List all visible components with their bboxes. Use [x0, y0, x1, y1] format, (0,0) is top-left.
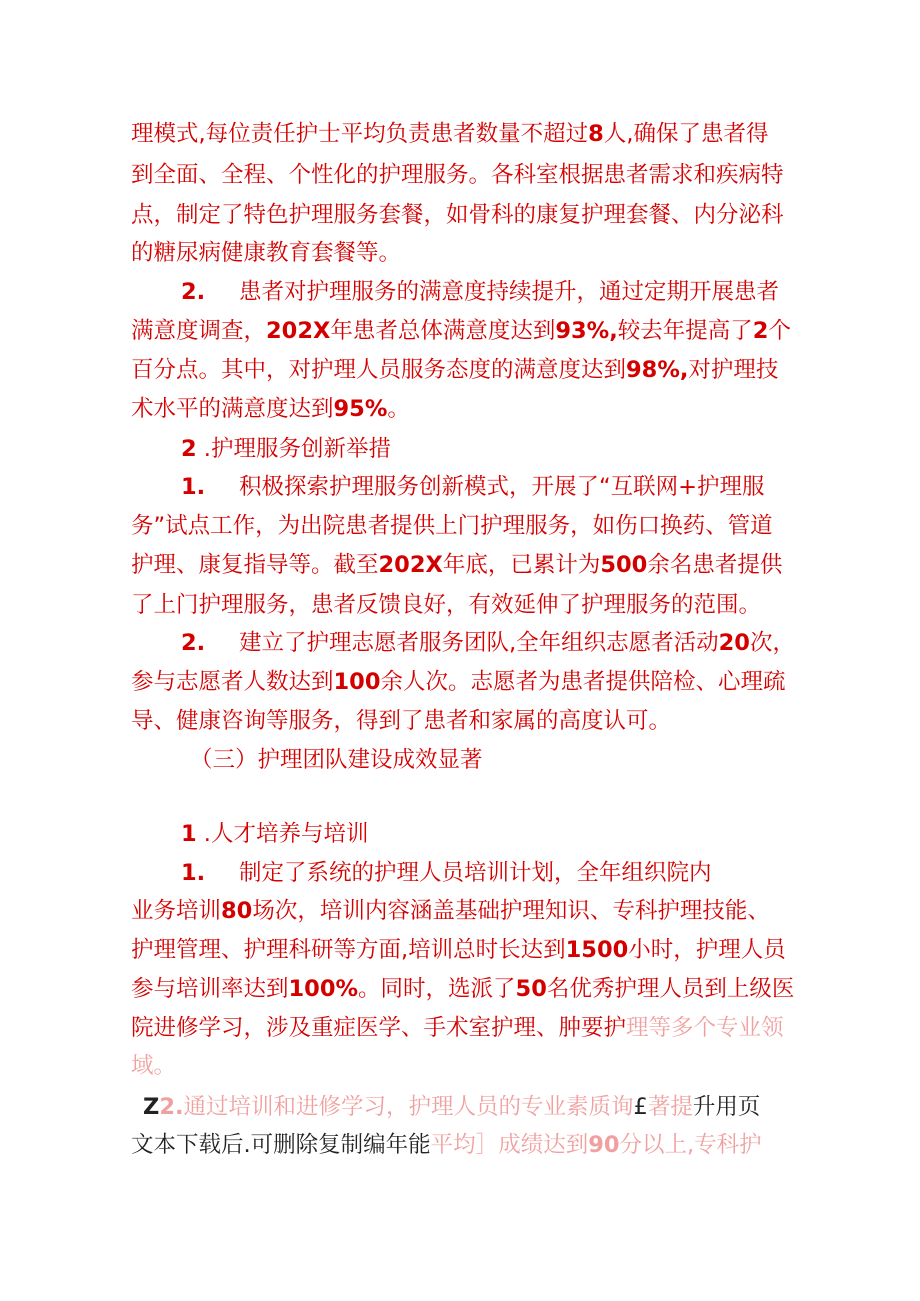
- faded-text-run: 域。: [131, 1053, 177, 1079]
- text-run: 护理、康复指导等。截至: [131, 552, 379, 578]
- numbered-paragraph-start: [181, 467, 765, 507]
- text-line: [131, 311, 791, 351]
- text-run: 制定了系统的护理人员培训计划，全年组织院内: [239, 860, 712, 886]
- heading-text: （三）护理团队建设成效显著: [190, 747, 483, 773]
- list-number: 1.: [181, 474, 206, 500]
- text-line: [131, 969, 794, 1009]
- text-line: [131, 114, 768, 154]
- section-heading: [181, 429, 391, 469]
- text-run: 建立了护理志愿者服务团队,全年组织志愿者活动: [239, 630, 719, 656]
- text-line: [131, 701, 671, 741]
- text-run: 年底，已累计为: [442, 552, 601, 578]
- text-run: 术水平的满意度达到: [131, 396, 334, 422]
- numbered-paragraph-start: [181, 623, 795, 663]
- text-number: 1500: [565, 937, 629, 963]
- faded-text-run: 理等多个专业领: [626, 1015, 784, 1041]
- list-number: 2.: [159, 1094, 184, 1120]
- heading-text: .人才培养与培训: [196, 821, 369, 847]
- text-run: 百分点。其中，对护理人员服务态度的满意度达到: [131, 357, 627, 383]
- text-run: 护理管理、护理科研等方面,培训总时长达到: [131, 937, 566, 963]
- text-number: 202X: [378, 552, 443, 578]
- watermark-line: [143, 1087, 760, 1127]
- text-run: 参与志愿者人数达到: [131, 669, 334, 695]
- text-run: 余人次。志愿者为患者提供陪检、心理疏: [380, 669, 786, 695]
- text-line: [131, 155, 784, 195]
- text-run: 到全面、全程、个性化的护理服务。各科室根据患者需求和疾病特: [131, 162, 784, 188]
- faded-number: 90: [588, 1132, 620, 1158]
- text-run: 较去年提高了: [617, 318, 753, 344]
- section-heading: [190, 740, 483, 780]
- text-number: 93%,: [555, 318, 618, 344]
- text-number: 2: [752, 318, 769, 344]
- text-line: [131, 195, 784, 235]
- text-run: 满意度调查，: [131, 318, 267, 344]
- text-line: [131, 662, 786, 702]
- text-run: 的糖尿病健康教育套餐等。: [131, 240, 402, 266]
- text-run: 人,确保了患者得: [603, 121, 769, 147]
- text-run: 参与培训率达到: [131, 976, 289, 1002]
- text-line: [131, 545, 782, 585]
- watermark-line: [131, 1125, 762, 1165]
- text-line: [131, 1046, 176, 1086]
- text-run: 对护理技: [688, 357, 779, 383]
- text-line: [131, 891, 770, 931]
- text-line: [131, 1008, 784, 1048]
- text-run: 导、健康咨询等服务，得到了患者和家属的高度认可。: [131, 708, 672, 734]
- text-run: 患者对护理服务的满意度持续提升，通过定期开展患者: [239, 279, 780, 305]
- text-line: [131, 930, 786, 970]
- text-number: 202X: [266, 318, 331, 344]
- text-line: [131, 506, 773, 546]
- heading-text: .护理服务创新举措: [196, 436, 391, 462]
- text-run: 次，: [749, 630, 795, 656]
- text-run: 余名患者提供: [647, 552, 783, 578]
- text-number: 8: [588, 121, 604, 147]
- text-run: 业务培训: [131, 898, 222, 924]
- text-run: 务”试点工作，为出院患者提供上门护理服务，如伤口换药、管道: [131, 513, 773, 539]
- text-number: 100%: [288, 976, 359, 1002]
- text-run: 积极探索护理服务创新模式，开展了“互联网+护理服: [239, 474, 765, 500]
- text-run: 理模式,每位责任护士平均负责患者数量不超过: [131, 121, 589, 147]
- text-line: [131, 350, 778, 390]
- text-number: 98%,: [626, 357, 689, 383]
- text-number: 100: [333, 669, 381, 695]
- text-line: [131, 233, 401, 273]
- faded-text-run: 分以上,专科护: [619, 1132, 762, 1158]
- text-number: 95%: [333, 396, 388, 422]
- watermark-letter: Z: [143, 1094, 160, 1120]
- text-run: 年患者总体满意度达到: [330, 318, 556, 344]
- list-number: 2.: [181, 279, 206, 305]
- text-run: 院进修学习，涉及重症医学、手术室护理、肿要护: [131, 1015, 627, 1041]
- text-run: 个: [768, 318, 791, 344]
- text-run: 点，制定了特色护理服务套餐，如骨科的康复护理套餐、内分泌科: [131, 202, 784, 228]
- numbered-paragraph-start: [181, 853, 712, 893]
- watermark-symbol: £: [633, 1094, 648, 1120]
- faded-text-run: ］成绩达到: [475, 1132, 589, 1158]
- text-number: 80: [221, 898, 253, 924]
- section-heading: [181, 814, 368, 854]
- text-run: 了上门护理服务，患者反馈良好，有效延伸了护理服务的范围。: [131, 592, 762, 618]
- numbered-paragraph-start: [181, 272, 779, 312]
- faded-text-run: 著提: [647, 1094, 693, 1120]
- heading-number: 1: [181, 821, 197, 847]
- text-run: 小时，护理人员: [628, 937, 786, 963]
- list-number: 1.: [181, 860, 206, 886]
- text-number: 50: [515, 976, 547, 1002]
- faded-text-run: 平均: [430, 1132, 476, 1158]
- heading-number: 2: [181, 436, 197, 462]
- text-run: 。: [387, 396, 410, 422]
- faded-text-run: 通过培训和进修学习，护理人员的专业素质询: [183, 1094, 634, 1120]
- text-line: [131, 389, 410, 429]
- list-number: 2.: [181, 630, 206, 656]
- text-number: 500: [600, 552, 648, 578]
- text-run: 。同时，选派了: [358, 976, 516, 1002]
- text-run: 名优秀护理人员到上级医: [546, 976, 795, 1002]
- text-line: [131, 585, 761, 625]
- text-run: 场次，培训内容涵盖基础护理知识、专科护理技能、: [252, 898, 770, 924]
- watermark-text: 编年能: [363, 1132, 431, 1158]
- watermark-text: 升用页: [692, 1094, 761, 1120]
- watermark-text: 文本下载后.可删除复制: [131, 1132, 364, 1158]
- text-number: 20: [718, 630, 750, 656]
